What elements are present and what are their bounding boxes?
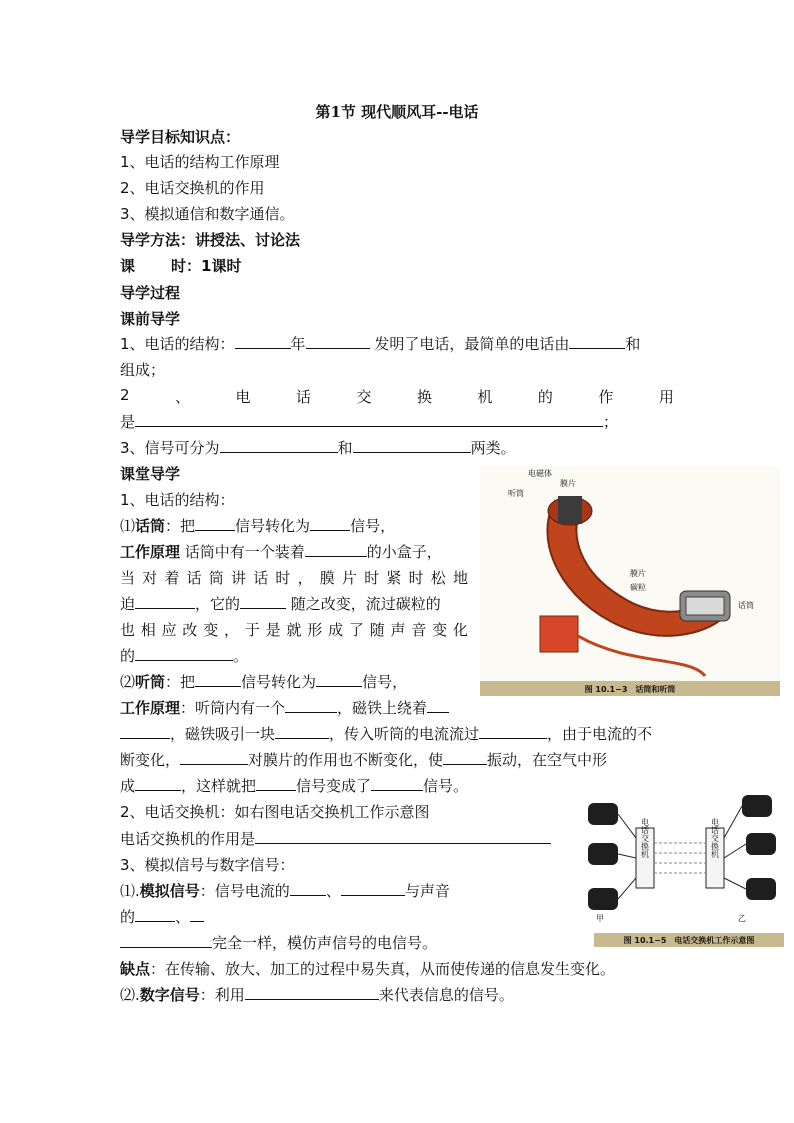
q2-cont xyxy=(120,412,618,432)
blank-field[interactable] xyxy=(290,881,326,896)
mic-line xyxy=(120,516,395,536)
label-diaphragm-2: 膜片 xyxy=(630,569,646,578)
rec-text: 信号， xyxy=(362,673,408,691)
goal-item: 3、模拟通信和数字通信。 xyxy=(120,205,295,223)
q2-char: 的 xyxy=(537,388,553,406)
switchboard-label: 电话交换机 xyxy=(710,818,720,858)
defect-line xyxy=(120,959,615,979)
goals-heading: 导学目标知识点： xyxy=(120,128,241,146)
work-text: ，这样就把 xyxy=(181,777,257,795)
work-text: 随之改变，流过碳粒的 xyxy=(286,595,441,613)
period-line xyxy=(120,256,241,276)
blank-field[interactable] xyxy=(306,334,370,349)
work-text: ，磁铁吸引一块 xyxy=(170,725,276,743)
blank-field[interactable] xyxy=(316,672,362,687)
work-text: 断变化， xyxy=(120,751,181,769)
blank-field[interactable] xyxy=(341,881,405,896)
work-text: 信号变成了 xyxy=(296,777,372,795)
blank-field[interactable] xyxy=(479,724,547,739)
work1-line4: 也相应改变，于是就形成了随声音变化 xyxy=(120,621,468,639)
work1-line5 xyxy=(120,646,248,666)
q2-text: ； xyxy=(603,413,619,431)
blank-field[interactable] xyxy=(443,750,487,765)
label-jia: 甲 xyxy=(596,914,604,923)
phone-icon xyxy=(588,803,618,825)
q3-line xyxy=(120,438,516,458)
blank-field[interactable] xyxy=(240,594,286,609)
q1-text: 发明了电话，最简单的电话由 xyxy=(369,335,570,353)
work-text: 话筒中有一个装着 xyxy=(180,543,305,561)
section-1: 1、电话的结构： xyxy=(120,491,235,509)
section-2b xyxy=(120,829,551,849)
analog-line3 xyxy=(120,933,437,953)
mic-text: 信号， xyxy=(350,517,396,535)
work-text: 信号。 xyxy=(423,777,469,795)
section-3: 3、模拟信号与数字信号： xyxy=(120,856,295,874)
label-carbon: 碳粒 xyxy=(630,583,646,592)
q1-cont: 组成； xyxy=(120,361,166,379)
work-text: ，由于电流的不 xyxy=(547,725,653,743)
work-text: 的 xyxy=(120,647,136,665)
digital-text: ：利用 xyxy=(199,986,245,1004)
handset-figure xyxy=(480,466,780,696)
q1-text: 1、电话的结构： xyxy=(120,335,235,353)
phone-icon xyxy=(746,878,776,900)
work-text: ，磁铁上绕着 xyxy=(337,699,428,717)
label-mic: 话筒 xyxy=(738,601,754,610)
phone-icon xyxy=(742,795,772,817)
blank-field[interactable] xyxy=(220,438,338,453)
blank-field[interactable] xyxy=(255,829,551,844)
q2-char: 话 xyxy=(295,388,311,406)
q3-text: 两类。 xyxy=(470,439,516,457)
work-text: 的小盒子， xyxy=(366,543,442,561)
work-text: ：听筒内有一个 xyxy=(180,699,286,717)
label-electromagnet: 电磁体 xyxy=(528,469,552,478)
blank-field[interactable] xyxy=(195,672,241,687)
work-text: 振动，在空气中形 xyxy=(487,751,608,769)
analog-line2 xyxy=(120,907,204,927)
rec-label: 听筒 xyxy=(135,673,166,691)
section-2: 2、电话交换机：如右图电话交换机工作示意图 xyxy=(120,803,430,821)
rec-text: 信号转化为 xyxy=(241,673,317,691)
q1-text: 和 xyxy=(625,335,641,353)
analog-text: 的 xyxy=(120,908,136,926)
analog-label: 模拟信号 xyxy=(139,882,200,900)
q2-char: 、 xyxy=(175,388,191,406)
blank-field[interactable] xyxy=(245,985,379,1000)
work-text: 成 xyxy=(120,777,136,795)
item-num: ⑴. xyxy=(120,882,140,900)
blank-field[interactable] xyxy=(135,907,175,922)
blank-field[interactable] xyxy=(180,750,248,765)
mic-text: ：把 xyxy=(165,517,196,535)
pre-heading: 课前导学 xyxy=(120,310,181,328)
blank-field[interactable] xyxy=(195,516,235,531)
analog-text: 与声音 xyxy=(404,882,450,900)
digital-text: 来代表信息的信号。 xyxy=(378,986,514,1004)
digital-label: 数字信号 xyxy=(139,986,200,1004)
method-line: 导学方法：讲授法、讨论法 xyxy=(120,231,301,249)
class-heading: 课堂导学 xyxy=(120,465,181,483)
work1-line2: 当对着话筒讲话时，膜片时紧时松地 xyxy=(120,569,468,587)
blank-field[interactable] xyxy=(135,594,195,609)
item-num: ⑴ xyxy=(120,517,136,535)
blank-field[interactable] xyxy=(569,334,625,349)
analog-line xyxy=(120,881,450,901)
switchboard-label: 电话交换机 xyxy=(640,818,650,858)
q3-text: 3、信号可分为 xyxy=(120,439,220,457)
blank-field[interactable] xyxy=(235,334,291,349)
period-label: 课 xyxy=(120,257,136,275)
q2-char: 电 xyxy=(235,388,251,406)
mic-label: 话筒 xyxy=(135,517,166,535)
label-yi: 乙 xyxy=(738,914,746,923)
work2-line2 xyxy=(120,724,652,744)
work-text: 。 xyxy=(233,647,249,665)
blank-field[interactable] xyxy=(190,907,204,922)
q2-char: 机 xyxy=(477,388,493,406)
phone-icon xyxy=(588,888,618,910)
blank-field[interactable] xyxy=(275,724,329,739)
figure-caption: 图 10.1−5 电话交换机工作示意图 xyxy=(623,936,755,945)
work2-line4 xyxy=(120,776,468,796)
analog-text: 、 xyxy=(325,882,341,900)
blank-field[interactable] xyxy=(135,776,181,791)
goal-item: 2、电话交换机的作用 xyxy=(120,179,265,197)
switchboard-figure xyxy=(576,793,784,948)
blank-field[interactable] xyxy=(256,776,296,791)
q3-text: 和 xyxy=(337,439,353,457)
blank-field[interactable] xyxy=(427,698,449,713)
item-num: ⑵. xyxy=(120,986,140,1004)
q2-char: 作 xyxy=(598,388,614,406)
work-text: 对膜片的作用也不断变化，使 xyxy=(248,751,444,769)
work-label: 工作原理 xyxy=(120,699,181,717)
digital-line xyxy=(120,985,514,1005)
work-label: 工作原理 xyxy=(120,543,181,561)
q2-line xyxy=(120,386,674,407)
q2-char: 换 xyxy=(416,388,432,406)
work-text: ，传入听筒的电流流过 xyxy=(329,725,480,743)
blank-field[interactable] xyxy=(120,933,212,948)
blank-field[interactable] xyxy=(305,542,367,557)
label-diaphragm: 膜片 xyxy=(560,479,576,488)
blank-field[interactable] xyxy=(353,438,471,453)
figure-caption: 图 10.1−3 话筒和听筒 xyxy=(584,685,676,694)
work-text: 迫 xyxy=(120,595,136,613)
phone-icon xyxy=(746,833,776,855)
q2-char: 用 xyxy=(658,388,674,406)
blank-field[interactable] xyxy=(135,646,233,661)
work2-line xyxy=(120,698,449,718)
blank-field[interactable] xyxy=(120,724,170,739)
analog-text: 完全一样，模仿声信号的电信号。 xyxy=(212,934,438,952)
process-heading: 导学过程 xyxy=(120,284,181,302)
blank-field[interactable] xyxy=(285,698,337,713)
work1-line xyxy=(120,542,442,562)
page-title: 第1节 现代顺风耳--电话 xyxy=(315,103,479,121)
work2-line3 xyxy=(120,750,607,770)
analog-text: 、 xyxy=(175,908,191,926)
q1-text: 年 xyxy=(290,335,306,353)
blank-field[interactable] xyxy=(371,776,423,791)
phone-icon xyxy=(588,843,618,865)
work-text: ，它的 xyxy=(195,595,241,613)
q2-char: 交 xyxy=(356,388,372,406)
blank-field[interactable] xyxy=(135,412,603,427)
analog-text: ：信号电流的 xyxy=(199,882,290,900)
item-num: ⑵ xyxy=(120,673,136,691)
rec-line xyxy=(120,672,407,692)
blank-field[interactable] xyxy=(310,516,350,531)
label-receiver: 听筒 xyxy=(508,489,524,498)
q2-text: 是 xyxy=(120,413,136,431)
mic-text: 信号转化为 xyxy=(235,517,311,535)
goal-item: 1、电话的结构工作原理 xyxy=(120,153,280,171)
defect-label: 缺点 xyxy=(120,960,151,978)
q1-line xyxy=(120,334,640,354)
period-value: 时：1课时 xyxy=(171,257,242,275)
defect-text: ：在传输、放大、加工的过程中易失真，从而使传递的信息发生变化。 xyxy=(150,960,616,978)
rec-text: ：把 xyxy=(165,673,196,691)
s2b-text: 电话交换机的作用是 xyxy=(120,830,256,848)
q2-char: 2 xyxy=(120,386,130,404)
work1-line3 xyxy=(120,594,441,614)
